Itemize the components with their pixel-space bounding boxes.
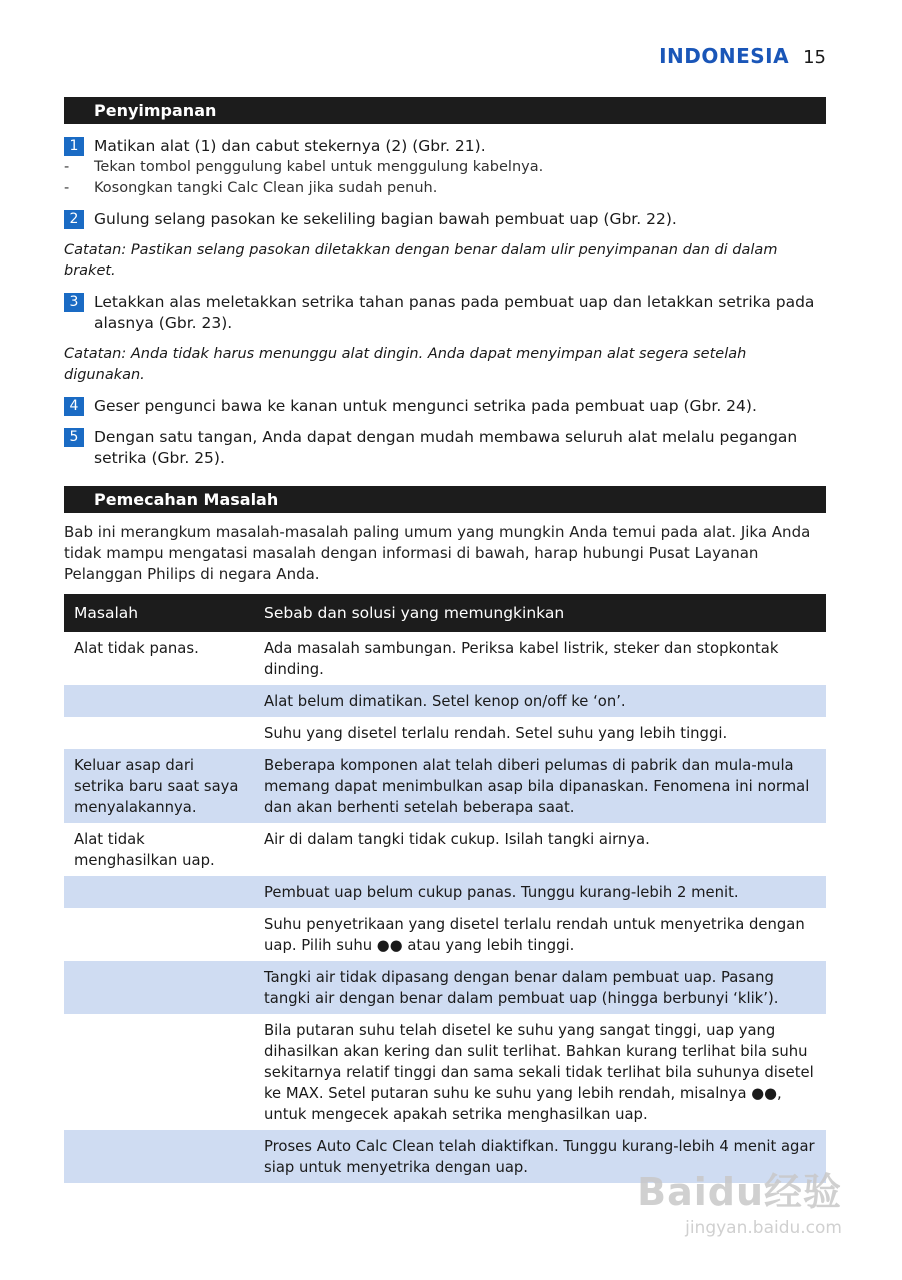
problem-cell: Alat tidak menghasilkan uap. — [74, 831, 215, 869]
page-number: 15 — [803, 47, 826, 68]
step-text: Dengan satu tangan, Anda dapat dengan mudah membawa seluruh alat melalu pegangan setrika (Gbr. 25). — [94, 428, 798, 467]
column-header-problem: Masalah — [64, 594, 254, 632]
problem-cell: Keluar asap dari setrika baru saat saya menyalakannya. — [64, 749, 254, 823]
table-row — [64, 685, 826, 717]
solution-cell: Alat belum dimatikan. Setel kenop on/off ke ‘on’. — [254, 685, 826, 717]
solution-cell: Ada masalah sambungan. Periksa kabel listrik, steker dan stopkontak dinding. — [264, 640, 779, 678]
table-row — [64, 876, 826, 908]
bullet-text: Tekan tombol penggulung kabel untuk menggulung kabelnya. — [94, 159, 544, 175]
table-row — [64, 908, 826, 961]
problem-cell — [64, 717, 254, 749]
solution-cell: Suhu penyetrikaan yang disetel terlalu rendah untuk menyetrika dengan uap. Pilih suhu ●● atau yang lebih tinggi. — [264, 916, 805, 954]
baidu-watermark — [637, 1161, 842, 1238]
table-row — [64, 632, 826, 685]
page-content — [64, 97, 826, 1183]
solution-cell: Pembuat uap belum cukup panas. Tunggu kurang-lebih 2 menit. — [254, 876, 826, 908]
step-text: Matikan alat (1) dan cabut stekernya (2) (Gbr. 21). — [94, 137, 486, 155]
step-number-badge: 1 — [64, 137, 84, 156]
step-number-badge: 3 — [64, 293, 84, 312]
step-number-badge: 5 — [64, 428, 84, 447]
solution-cell: Air di dalam tangki tidak cukup. Isilah tangki airnya. — [264, 831, 650, 848]
bullet-dash: - — [64, 159, 70, 175]
watermark-url: jingyan.baidu.com — [685, 1218, 842, 1238]
watermark-logo: Baidu经验 — [637, 1170, 842, 1214]
problem-cell — [64, 1130, 254, 1183]
step-3 — [64, 292, 826, 334]
problem-cell — [64, 685, 254, 717]
solution-cell: Suhu yang disetel terlalu rendah. Setel suhu yang lebih tinggi. — [264, 725, 728, 742]
solution-cell: Bila putaran suhu telah disetel ke suhu yang sangat tinggi, uap yang dihasilkan akan kering dan sulit terlihat. Bahkan kurang terlihat bila suhu sekitarnya relatif tinggi dan sama sekali tidak terlihat bila suhunya disetel ke MAX. Setel putaran suhu ke suhu yang lebih rendah, misalnya ●●, untuk mengecek apakah setrika menghasilkan uap. — [264, 1022, 814, 1123]
section-heading-storage: Penyimpanan — [64, 97, 826, 124]
language-label: INDONESIA — [659, 44, 790, 68]
bullet-item — [64, 178, 826, 199]
step-number-badge: 4 — [64, 397, 84, 416]
problem-cell — [64, 908, 254, 961]
troubleshooting-table — [64, 594, 826, 1183]
table-row — [64, 823, 826, 876]
table-row — [64, 1014, 826, 1130]
table-row — [64, 961, 826, 1014]
problem-cell — [64, 961, 254, 1014]
section-heading-troubleshooting: Pemecahan Masalah — [64, 486, 826, 513]
table-header-row — [64, 594, 826, 632]
note-storage-hose: Catatan: Pastikan selang pasokan diletakkan dengan benar dalam ulir penyimpanan dan di dalam braket. — [64, 242, 778, 279]
step-4 — [64, 396, 826, 417]
table-row — [64, 749, 826, 823]
note-cooling: Catatan: Anda tidak harus menunggu alat dingin. Anda dapat menyimpan alat segera setelah digunakan. — [64, 346, 747, 383]
step-5 — [64, 427, 826, 469]
bullet-dash: - — [64, 180, 70, 196]
bullet-text: Kosongkan tangki Calc Clean jika sudah penuh. — [94, 180, 438, 196]
step-1 — [64, 136, 826, 157]
solution-cell: Beberapa komponen alat telah diberi pelumas di pabrik dan mula-mula memang dapat menimbulkan asap bila dipanaskan. Fenomena ini normal dan akan berhenti setelah beberapa saat. — [254, 749, 826, 823]
problem-cell: Alat tidak panas. — [74, 640, 199, 657]
step-2 — [64, 209, 826, 230]
step-text: Geser pengunci bawa ke kanan untuk mengunci setrika pada pembuat uap (Gbr. 24). — [94, 397, 757, 415]
column-header-solution: Sebab dan solusi yang memungkinkan — [254, 594, 826, 632]
solution-cell: Proses Auto Calc Clean telah diaktifkan. Tunggu kurang-lebih 4 menit agar siap untuk menyetrika dengan uap. — [254, 1130, 826, 1183]
troubleshooting-intro: Bab ini merangkum masalah-masalah paling umum yang mungkin Anda temui pada alat. Jika Anda tidak mampu mengatasi masalah dengan informasi di bawah, harap hubungi Pusat Layanan Pelanggan Philips di negara Anda. — [64, 523, 811, 583]
step-text: Letakkan alas meletakkan setrika tahan panas pada pembuat uap dan letakkan setrika pada alasnya (Gbr. 23). — [94, 293, 815, 332]
page-header — [659, 44, 826, 68]
problem-cell — [64, 876, 254, 908]
bullet-item — [64, 157, 826, 178]
solution-cell: Tangki air tidak dipasang dengan benar dalam pembuat uap. Pasang tangki air dengan benar dalam pembuat uap (hingga berbunyi ‘klik’). — [254, 961, 826, 1014]
problem-cell — [64, 1014, 254, 1130]
step-text: Gulung selang pasokan ke sekeliling bagian bawah pembuat uap (Gbr. 22). — [94, 210, 677, 228]
table-row — [64, 717, 826, 749]
step-number-badge: 2 — [64, 210, 84, 229]
